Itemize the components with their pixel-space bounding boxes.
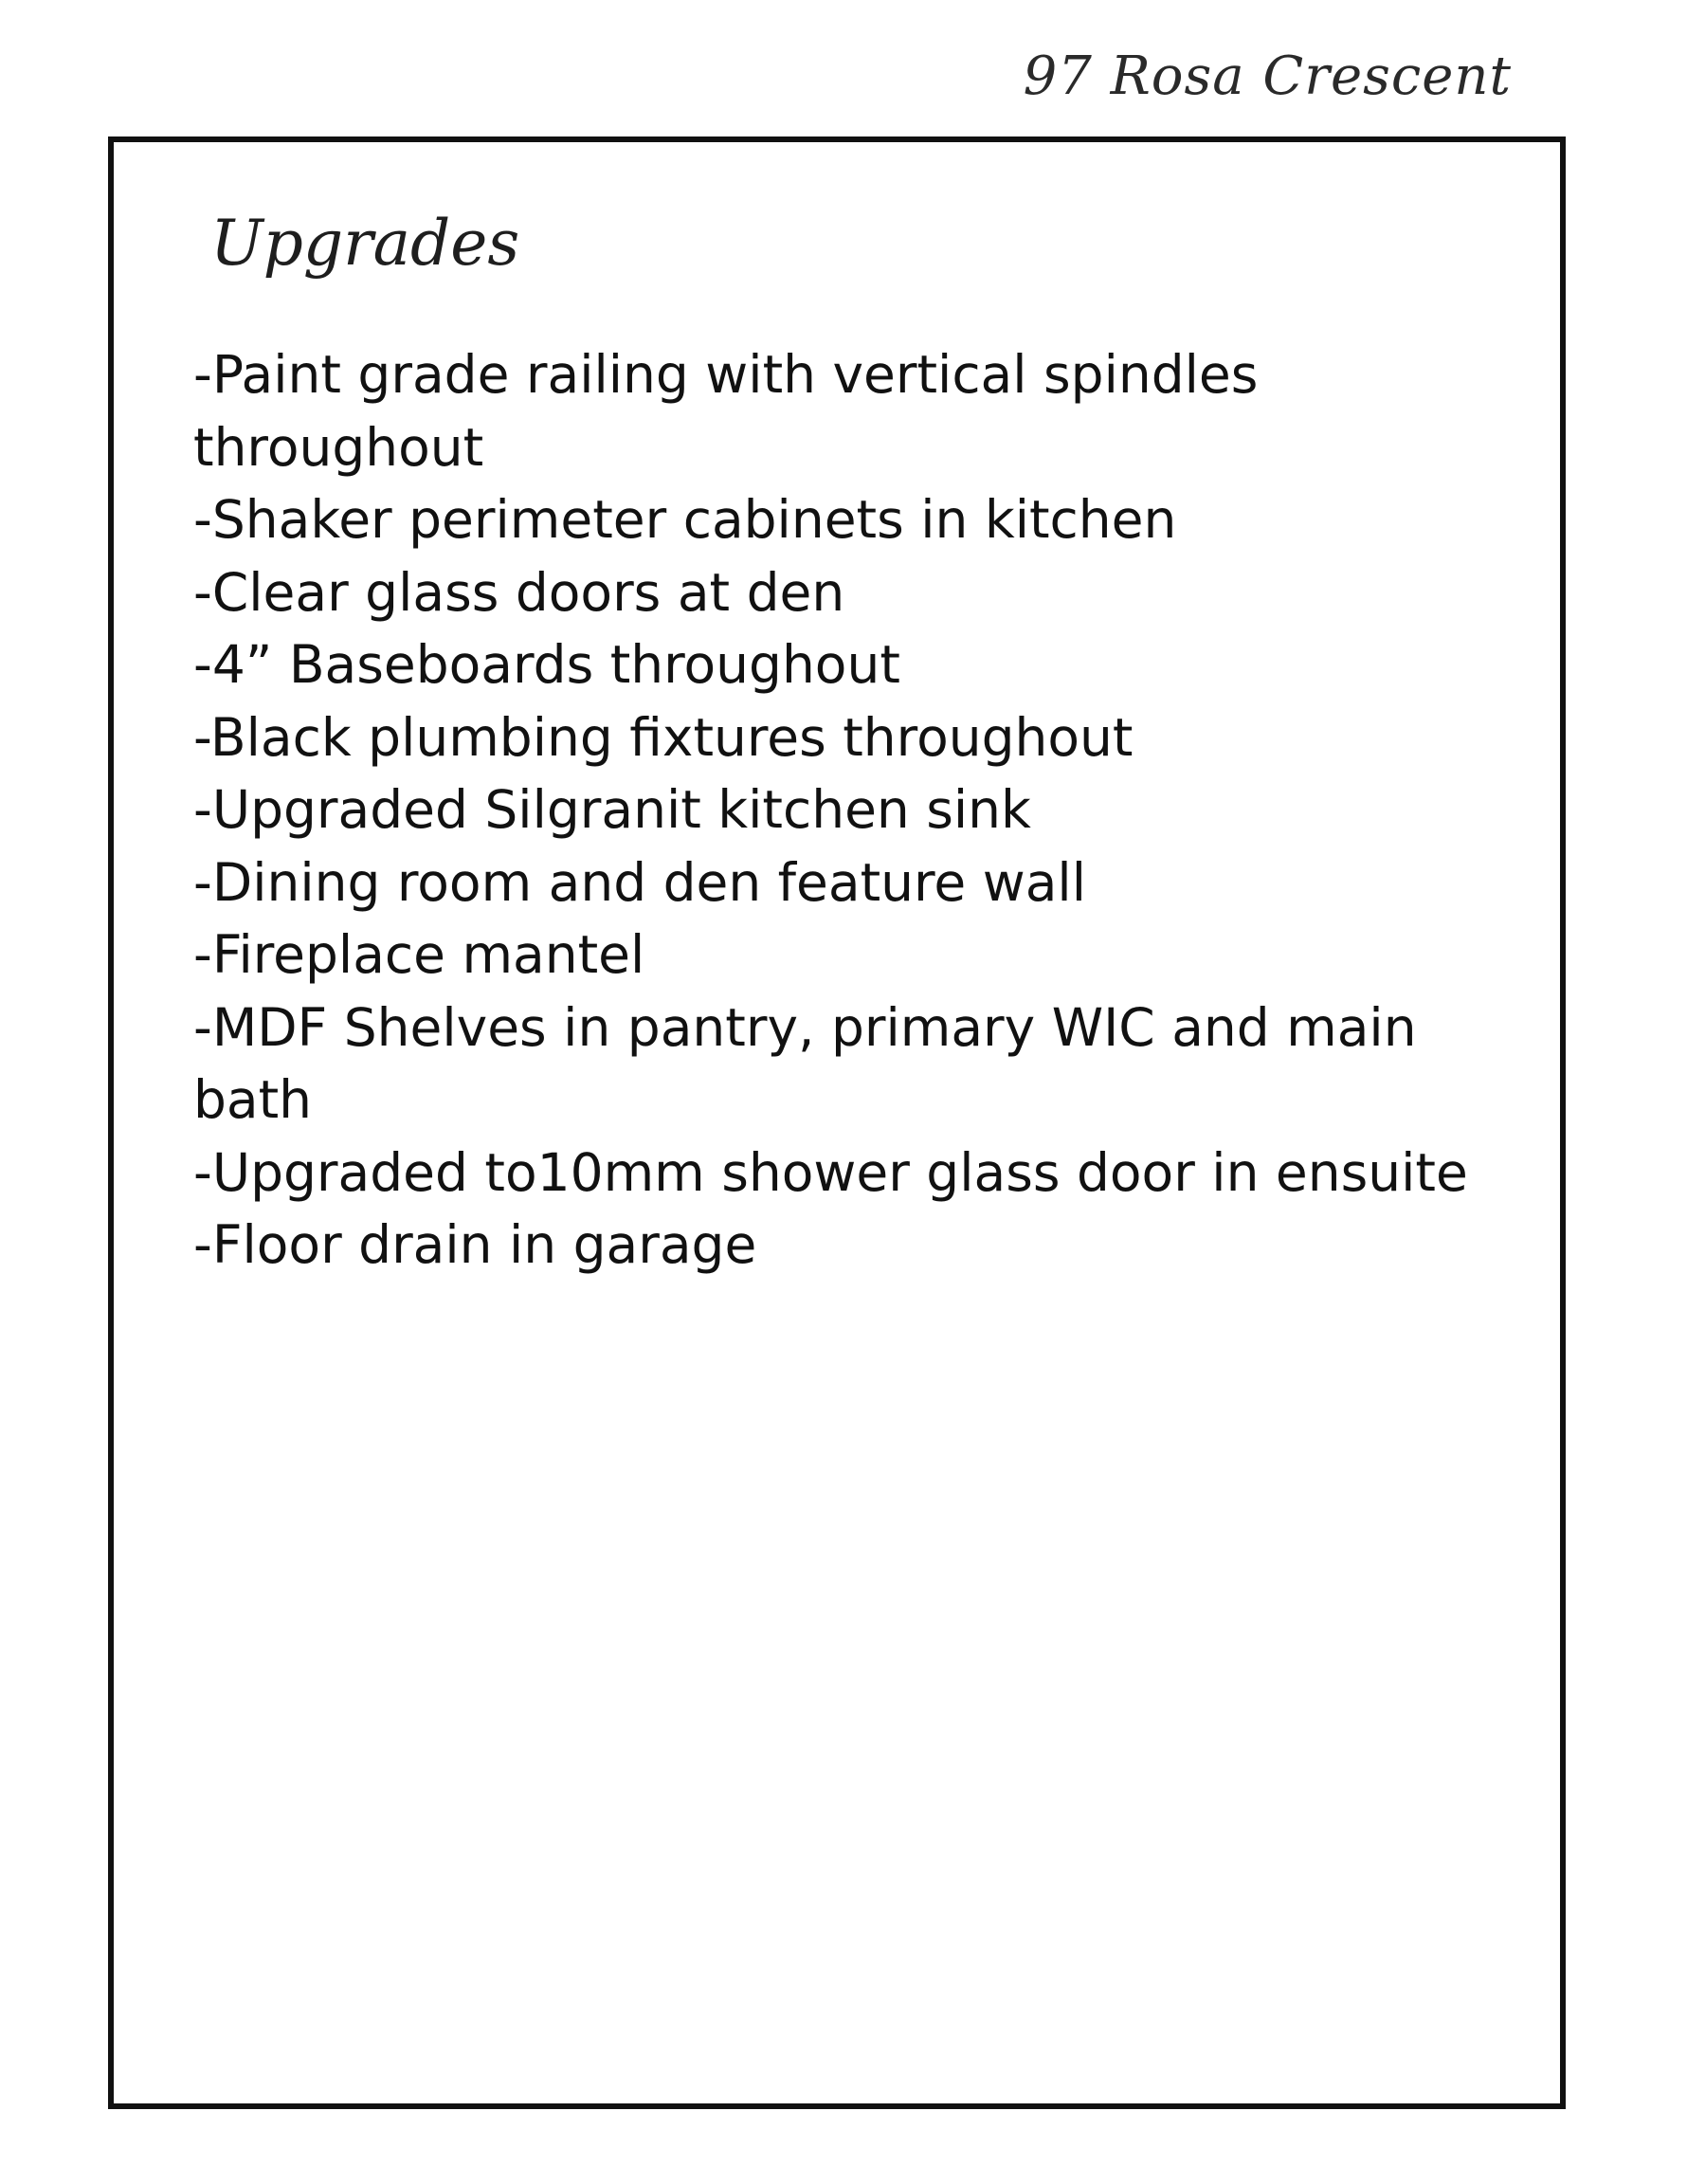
upgrade-item: -Floor drain in garage xyxy=(193,1214,757,1275)
upgrade-item: -Black plumbing fixtures throughout xyxy=(193,706,1134,768)
upgrade-item: -Shaker perimeter cabinets in kitchen xyxy=(193,489,1177,550)
upgrade-item: -Upgraded Silgranit kitchen sink xyxy=(193,779,1031,840)
upgrade-item: -4” Baseboards throughout xyxy=(193,634,900,695)
upgrade-list xyxy=(193,338,1549,1282)
property-address: 97 Rosa Crescent xyxy=(1023,46,1512,107)
upgrade-item: -Fireplace mantel xyxy=(193,924,645,985)
upgrade-item: -Paint grade railing with vertical spindles throughout xyxy=(193,344,1259,478)
upgrade-item: -Clear glass doors at den xyxy=(193,561,845,623)
section-title: Upgrades xyxy=(210,207,520,280)
upgrade-item: -Upgraded to10mm shower glass door in ensuite xyxy=(193,1141,1468,1203)
upgrade-item: -MDF Shelves in pantry, primary WIC and main bath xyxy=(193,996,1417,1130)
upgrade-item: -Dining room and den feature wall xyxy=(193,851,1086,913)
